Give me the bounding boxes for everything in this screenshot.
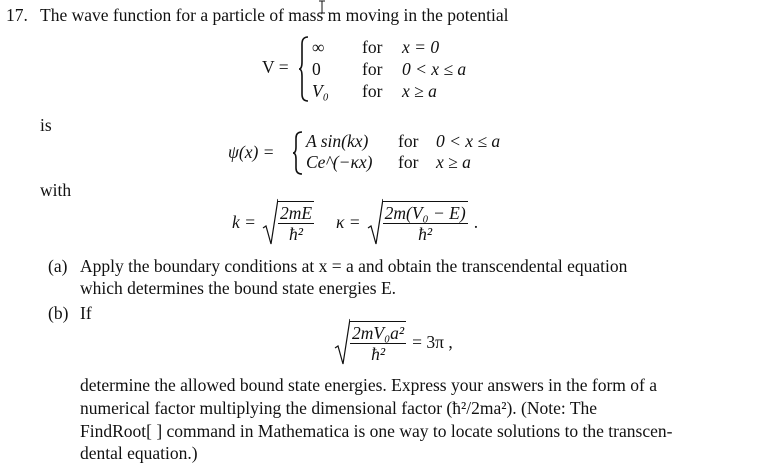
radical-sign [262, 198, 278, 246]
b-den: ħ² [371, 343, 386, 364]
part-b-line4: dental equation.) [80, 443, 198, 463]
v-lhs: V = [262, 57, 289, 77]
v-row1-val: ∞ [312, 37, 325, 57]
v-row2-for: for [362, 59, 383, 79]
kappa-num: 2m(V₀ − E) [384, 202, 466, 223]
psi-row2-val: Ce^(−κx) [306, 152, 373, 172]
part-a-line2: which determines the bound state energies E. [80, 278, 397, 298]
is-text: is [40, 115, 52, 135]
v-row1-cond: x = 0 [402, 37, 440, 57]
problem-intro: The wave function for a particle of mass m moving in the potential [40, 5, 509, 25]
part-a-label: (a) [48, 256, 68, 276]
k-sqrt [262, 198, 314, 246]
part-b-label: (b) [48, 303, 69, 323]
k-lhs: k = [232, 211, 256, 232]
k-num: 2mE [279, 202, 313, 223]
psi-row2-for: for [398, 152, 419, 172]
psi-row1-cond: 0 < x ≤ a [436, 131, 501, 151]
problem-number: 17. [6, 5, 28, 25]
radical-sign [367, 198, 383, 246]
part-b-line2: numerical factor multiplying the dimensional factor (ħ²/2ma²). (Note: The [80, 398, 598, 418]
k-den: ħ² [288, 223, 303, 244]
period: . [473, 211, 479, 232]
kappa-sqrt [367, 198, 468, 246]
brace [298, 36, 310, 102]
text-cursor-icon [318, 0, 326, 14]
part-b-if: If [80, 303, 92, 323]
v-row2-val: 0 [312, 59, 321, 79]
psi-row1-val: A sin(kx) [306, 131, 369, 151]
part-b-line1: determine the allowed bound state energies. Express your answers in the form of a [80, 375, 658, 395]
brace [292, 131, 304, 175]
with-text: with [40, 180, 72, 200]
psi-lhs: ψ(x) = [228, 142, 275, 162]
part-b-equation [334, 318, 453, 366]
part-a-line1: Apply the boundary conditions at x = a and obtain the transcendental equation [80, 256, 628, 276]
v-row3-for: for [362, 81, 383, 101]
v-row3-val: V₀ [312, 81, 329, 101]
v-row1-for: for [362, 37, 383, 57]
b-rhs: = 3π , [412, 331, 453, 352]
kappa-den: ħ² [418, 223, 433, 244]
psi-row1-for: for [398, 131, 419, 151]
v-row3-cond: x ≥ a [402, 81, 437, 101]
psi-row2-cond: x ≥ a [436, 152, 471, 172]
k-kappa-equations [232, 198, 478, 246]
v-row2-cond: 0 < x ≤ a [402, 59, 467, 79]
radical-sign [334, 318, 350, 366]
part-b-line3: FindRoot[ ] command in Mathematica is one way to locate solutions to the transcen- [80, 421, 673, 441]
b-sqrt [334, 318, 406, 366]
kappa-lhs: κ = [336, 211, 361, 232]
b-num: 2mV₀a² [352, 322, 405, 343]
